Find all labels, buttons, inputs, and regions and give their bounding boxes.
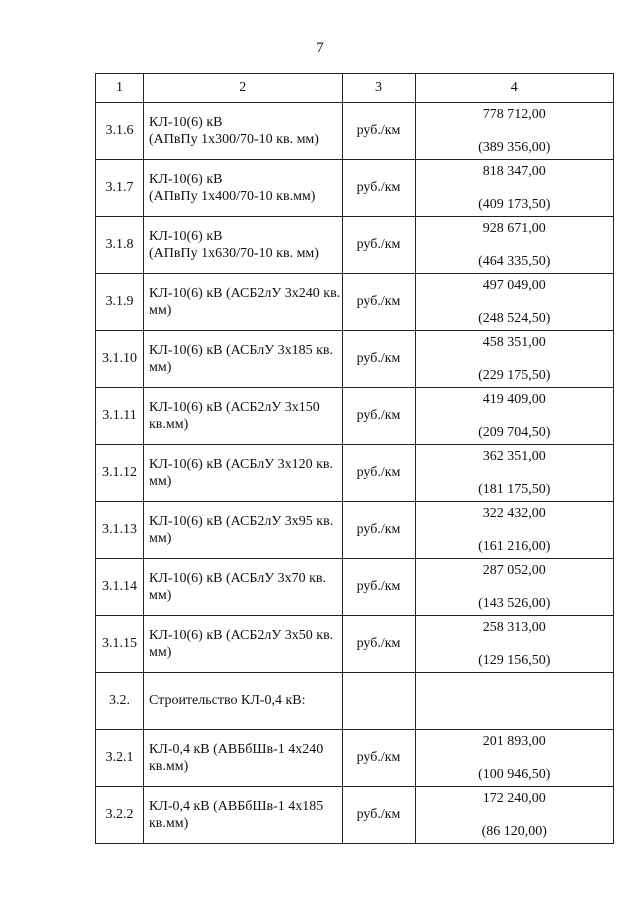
row-price	[415, 274, 614, 331]
price-value: 362 351,00	[482, 449, 546, 464]
row-name	[144, 388, 343, 445]
row-unit: руб./км	[342, 217, 415, 274]
row-unit	[342, 673, 415, 730]
price-box	[416, 559, 614, 615]
row-name	[144, 103, 343, 160]
price-value: 322 432,00	[482, 506, 546, 521]
table-row	[96, 559, 614, 616]
table-row	[96, 160, 614, 217]
table-row	[96, 331, 614, 388]
table-row	[96, 388, 614, 445]
table-header-row	[96, 74, 614, 103]
table-row	[96, 274, 614, 331]
price-value: 497 049,00	[482, 278, 546, 293]
price-value: 419 409,00	[482, 392, 546, 407]
row-name-line: КЛ-10(6) кВ (АСБ2лУ 3х240 кв. мм)	[149, 285, 341, 318]
row-number: 3.1.9	[96, 274, 144, 331]
row-name-line: (АПвПу 1х400/70-10 кв.мм)	[149, 189, 316, 204]
row-name	[144, 331, 343, 388]
row-unit: руб./км	[342, 388, 415, 445]
price-value: 201 893,00	[482, 734, 546, 749]
row-name-line: КЛ-10(6) кВ (АСБлУ 3х120 кв. мм)	[149, 456, 334, 489]
table-row	[96, 787, 614, 844]
row-name	[144, 730, 343, 787]
price-box	[416, 217, 614, 273]
table-row	[96, 217, 614, 274]
row-name	[144, 616, 343, 673]
column-header: 2	[144, 74, 343, 103]
price-sub-value: (409 173,50)	[478, 196, 551, 212]
price-value: 172 240,00	[482, 791, 546, 806]
column-header: 3	[342, 74, 415, 103]
row-price	[415, 160, 614, 217]
row-price	[415, 445, 614, 502]
price-value: 928 671,00	[482, 221, 546, 236]
row-name	[144, 274, 343, 331]
row-price	[415, 787, 614, 844]
price-box	[416, 160, 614, 216]
price-value: 778 712,00	[482, 107, 546, 122]
price-box	[416, 730, 614, 786]
row-unit: руб./км	[342, 730, 415, 787]
row-number: 3.2.1	[96, 730, 144, 787]
price-value: 258 313,00	[482, 620, 546, 635]
row-price	[415, 730, 614, 787]
row-price	[415, 616, 614, 673]
price-box	[416, 331, 614, 387]
price-sub-value: (161 216,00)	[478, 538, 551, 554]
row-name-line: КЛ-10(6) кВ (АСБ2лУ 3х150 кв.мм)	[149, 399, 320, 432]
row-number: 3.1.8	[96, 217, 144, 274]
column-header: 4	[415, 74, 614, 103]
row-name	[144, 217, 343, 274]
row-price	[415, 502, 614, 559]
row-name-line: Строительство КЛ-0,4 кВ:	[149, 693, 306, 709]
price-sub-value: (129 156,50)	[478, 652, 551, 668]
price-box	[416, 787, 614, 843]
table-row	[96, 445, 614, 502]
row-number: 3.1.14	[96, 559, 144, 616]
price-box	[416, 673, 614, 729]
row-name-line: КЛ-0,4 кВ (АВБбШв-1 4х240 кв.мм)	[149, 741, 324, 774]
price-sub-value: (181 175,50)	[478, 481, 551, 497]
row-name-line: (АПвПу 1х300/70-10 кв. мм)	[149, 132, 319, 147]
row-price	[415, 103, 614, 160]
row-unit: руб./км	[342, 103, 415, 160]
row-name-line: КЛ-10(6) кВ	[149, 171, 223, 187]
row-price	[415, 559, 614, 616]
price-value: 458 351,00	[482, 335, 546, 350]
price-value: 287 052,00	[482, 563, 546, 578]
price-sub-value: (389 356,00)	[478, 139, 551, 155]
row-price	[415, 217, 614, 274]
price-sub-value: (229 175,50)	[478, 367, 551, 383]
row-name	[144, 673, 343, 730]
row-name	[144, 559, 343, 616]
row-name-line: КЛ-10(6) кВ (АСБ2лУ 3х95 кв. мм)	[149, 513, 334, 546]
row-price	[415, 673, 614, 730]
row-name-line: КЛ-10(6) кВ (АСБ2лУ 3х50 кв. мм)	[149, 627, 334, 660]
row-name-line: КЛ-10(6) кВ (АСБлУ 3х70 кв. мм)	[149, 570, 327, 603]
price-box	[416, 445, 614, 501]
row-name-line: (АПвПу 1х630/70-10 кв. мм)	[149, 246, 319, 261]
row-unit: руб./км	[342, 787, 415, 844]
table-row	[96, 616, 614, 673]
row-number: 3.1.12	[96, 445, 144, 502]
table-row	[96, 730, 614, 787]
row-number: 3.2.2	[96, 787, 144, 844]
row-name	[144, 445, 343, 502]
row-number: 3.1.13	[96, 502, 144, 559]
table-row	[96, 502, 614, 559]
row-unit: руб./км	[342, 502, 415, 559]
row-unit: руб./км	[342, 160, 415, 217]
row-unit: руб./км	[342, 331, 415, 388]
price-box	[416, 388, 614, 444]
row-unit: руб./км	[342, 445, 415, 502]
column-header: 1	[96, 74, 144, 103]
price-value: 818 347,00	[482, 164, 546, 179]
price-sub-value: (143 526,00)	[478, 595, 551, 611]
row-unit: руб./км	[342, 616, 415, 673]
row-name	[144, 502, 343, 559]
row-number: 3.1.7	[96, 160, 144, 217]
row-name-line: КЛ-10(6) кВ (АСБлУ 3х185 кв. мм)	[149, 342, 334, 375]
row-name	[144, 160, 343, 217]
row-unit: руб./км	[342, 274, 415, 331]
row-name-line: КЛ-10(6) кВ	[149, 114, 223, 130]
row-price	[415, 388, 614, 445]
page-number: 7	[316, 40, 324, 56]
price-box	[416, 274, 614, 330]
row-number: 3.1.11	[96, 388, 144, 445]
price-table	[95, 73, 614, 844]
price-sub-value: (248 524,50)	[478, 310, 551, 326]
price-box	[416, 103, 614, 159]
price-box	[416, 616, 614, 672]
row-number: 3.1.6	[96, 103, 144, 160]
price-sub-value: (86 120,00)	[481, 823, 547, 839]
price-sub-value: (464 335,50)	[478, 253, 551, 269]
row-number: 3.1.10	[96, 331, 144, 388]
row-name-line: КЛ-0,4 кВ (АВБбШв-1 4х185 кв.мм)	[149, 798, 324, 831]
price-sub-value: (209 704,50)	[478, 424, 551, 440]
table-row	[96, 673, 614, 730]
price-box	[416, 502, 614, 558]
row-unit: руб./км	[342, 559, 415, 616]
table-row	[96, 103, 614, 160]
row-price	[415, 331, 614, 388]
row-name-line: КЛ-10(6) кВ	[149, 228, 223, 244]
price-sub-value: (100 946,50)	[478, 766, 551, 782]
row-number: 3.1.15	[96, 616, 144, 673]
row-name	[144, 787, 343, 844]
row-number: 3.2.	[96, 673, 144, 730]
